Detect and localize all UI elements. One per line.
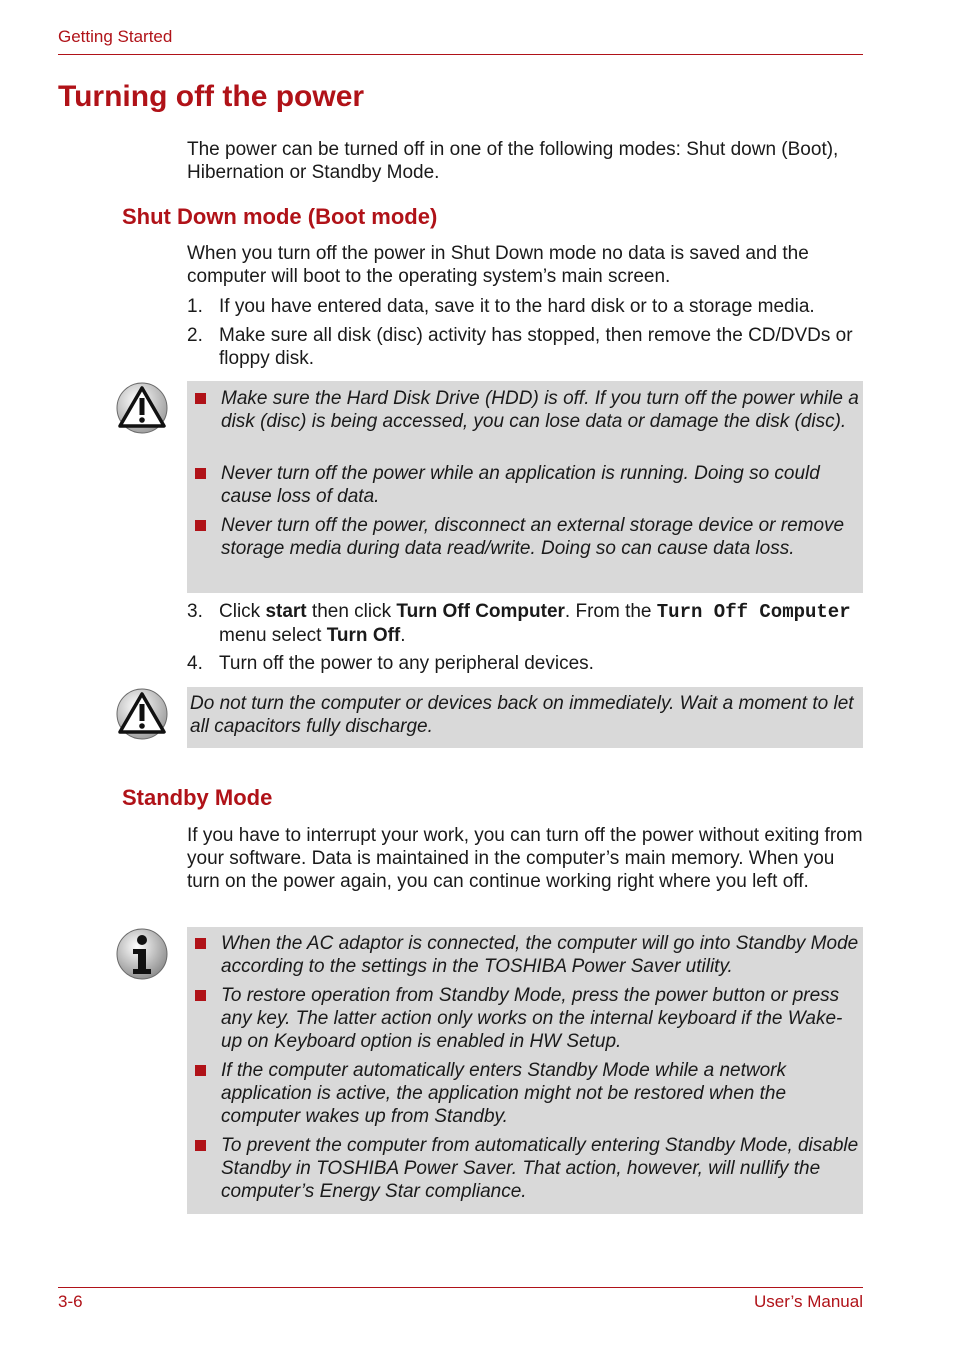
step-text: If you have entered data, save it to the hard disk or to a storage media. (219, 296, 815, 317)
bullet-square-icon (195, 1140, 206, 1151)
caution-box (187, 687, 863, 748)
manual-title: User’s Manual (754, 1292, 863, 1311)
caution-text: Do not turn the computer or devices back on immediately. Wait a moment to let all capacitors fully discharge. (190, 693, 854, 737)
start-term: start (265, 601, 307, 622)
warning-triangle-icon (116, 382, 168, 434)
bullet-square-icon (195, 938, 206, 949)
step-number: 2. (187, 325, 203, 346)
standby-heading: Standby Mode (122, 785, 273, 810)
bullet-square-icon (195, 468, 206, 479)
page-number: 3-6 (58, 1292, 83, 1311)
step-text: Click start then click Turn Off Computer. From the Turn Off Computer menu select Turn Off. (219, 601, 851, 646)
turn-off-computer-term: Turn Off Computer (396, 601, 565, 622)
standby-paragraph: If you have to interrupt your work, you can turn off the power without exiting from your software. Data is maintained in the computer’s main memory. When you turn on the power again, you can continue working right where you left off. (187, 825, 863, 892)
header-rule (58, 54, 863, 55)
turn-off-term: Turn Off (326, 625, 401, 646)
step-number: 1. (187, 296, 203, 317)
intro-paragraph: The power can be turned off in one of the following modes: Shut down (Boot), Hibernation or Standby Mode. (187, 139, 839, 183)
page-title: Turning off the power (58, 80, 365, 113)
running-header: Getting Started (58, 27, 173, 46)
menu-name: Turn Off Computer (656, 601, 851, 623)
bullet-square-icon (195, 393, 206, 404)
footer-rule (58, 1287, 863, 1288)
step-text: Make sure all disk (disc) activity has stopped, then remove the CD/DVDs or floppy disk. (219, 325, 853, 369)
bullet-square-icon (195, 1065, 206, 1076)
step-number: 3. (187, 601, 203, 622)
step-number: 4. (187, 653, 203, 674)
step-text: Turn off the power to any peripheral devices. (219, 653, 594, 674)
bullet-square-icon (195, 520, 206, 531)
caution-box: Make sure the Hard Disk Drive (HDD) is off. If you turn off the power while a disk (disc) is being accessed, you can lose data or damage the disk (disc). Never turn off the power while an application is running. Doing so could cause loss of data. Never turn off the power, disconnect an external storage device or remove storage media during data read/write. Doing so can cause data loss. (187, 381, 863, 593)
warning-triangle-icon (116, 688, 168, 740)
info-icon (116, 928, 168, 980)
shutdown-heading: Shut Down mode (Boot mode) (122, 204, 438, 229)
note-box: When the AC adaptor is connected, the computer will go into Standby Mode according to the settings in the TOSHIBA Power Saver utility. To restore operation from Standby Mode, press the power button or press any key. The latter action only works on the internal keyboard if the Wake-up on Keyboard option is enabled in HW Setup. If the computer automatically enters Standby Mode while a network application is active, the application might not be restored when the computer wakes up from Standby. To prevent the computer from automatically entering Standby Mode, disable Standby in TOSHIBA Power Saver. That action, however, will nullify the computer’s Energy Star compliance. (187, 927, 863, 1214)
shutdown-paragraph: When you turn off the power in Shut Down mode no data is saved and the computer will boot to the operating system’s main screen. (187, 243, 809, 287)
bullet-square-icon (195, 990, 206, 1001)
